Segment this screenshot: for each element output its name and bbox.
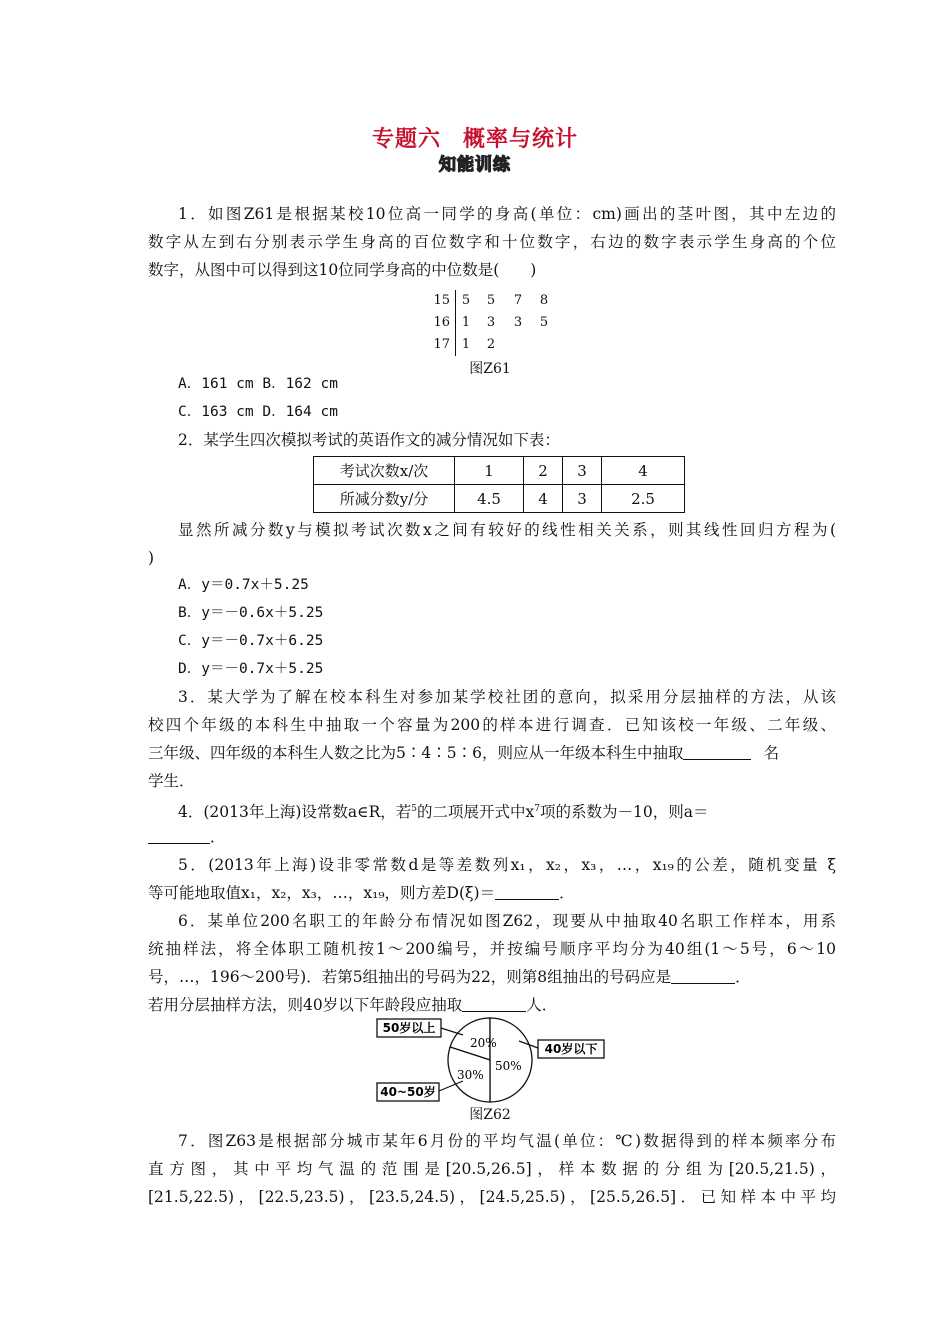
q4-text-a: 4．(2013年上海)设常数a∈R，若 — [178, 803, 412, 822]
pie-label-40-50: 40~50岁 — [380, 1085, 436, 1099]
q6-line-4-end: 人． — [526, 996, 558, 1014]
figure-caption-z62: 图Z62 — [469, 1107, 511, 1123]
table-row — [314, 485, 685, 513]
q1-options-cd: C．163 cm D．164 cm — [178, 404, 338, 420]
q5-end: ． — [559, 884, 575, 902]
q3-line-2: 校四个年级的本科生中抽取一个容量为200的样本进行调查．已知该校一年级、二年级、 — [148, 716, 836, 734]
figure-caption-z61: 图Z61 — [469, 361, 511, 377]
subtitle-label: 知能训练 — [439, 155, 511, 175]
q2-option-b: B．y＝－0.6x＋5.25 — [178, 605, 324, 621]
stem-value: 15 — [433, 293, 450, 308]
table-header-cell: 所减分数y/分 — [314, 485, 455, 513]
table-cell: 1 — [455, 457, 524, 485]
q1-options-ab: A．161 cm B．162 cm — [178, 376, 338, 392]
q4-line-2-end: ． — [210, 828, 226, 846]
leaf-value: 7 — [513, 293, 523, 308]
stem-leaf-divider — [455, 290, 456, 356]
section-subtitle — [0, 150, 950, 175]
leaf-value: 5 — [486, 293, 496, 308]
q3-line-1: 3．某大学为了解在校本科生对参加某学校社团的意向，拟采用分层抽样的方法，从该 — [178, 688, 836, 706]
leaf-value: 1 — [461, 315, 471, 330]
q1-line-3: 数字，从图中可以得到这10位同学身高的中位数是( ) — [148, 261, 537, 279]
q6-line-4-text: 若用分层抽样方法，则40岁以下年龄段应抽取 — [148, 996, 463, 1014]
stem-leaf-plot — [428, 290, 558, 356]
q2-option-c: C．y＝－0.7x＋6.25 — [178, 633, 324, 649]
q7-line-3: [21.5,22.5)，[22.5,23.5)，[23.5,24.5)，[24.5,25.5)，[25.5,26.5]．已知样本中平均 — [148, 1188, 836, 1206]
title-part-2: 概率与统计 — [463, 127, 579, 152]
answer-blank[interactable] — [683, 743, 751, 760]
q2-option-a: A．y＝0.7x＋5.25 — [178, 577, 309, 593]
pie-pct-30: 30% — [457, 1068, 484, 1082]
q6-line-3-end: ． — [735, 968, 751, 986]
pie-pct-20: 20% — [470, 1036, 497, 1050]
age-pie-chart — [373, 1015, 613, 1105]
q2-line-1: 2．某学生四次模拟考试的英语作文的减分情况如下表： — [178, 431, 560, 449]
q4-line-1 — [178, 799, 950, 822]
answer-blank[interactable] — [148, 827, 210, 844]
table-cell: 4.5 — [455, 485, 524, 513]
stem-value: 17 — [433, 337, 450, 352]
table-cell: 2.5 — [602, 485, 685, 513]
leaf-value: 5 — [461, 293, 471, 308]
table-cell: 3 — [563, 457, 602, 485]
leaf-value: 3 — [513, 315, 523, 330]
q5-line-2 — [148, 883, 950, 903]
q3-line-3-text: 三年级、四年级的本科生人数之比为5∶4∶5∶6，则应从一年级本科生中抽取 — [148, 744, 684, 762]
q5-line-1: 5．(2013年上海)设非零常数d是等差数列x₁，x₂，x₃，…，x₁₉的公差，随机变量 ξ — [178, 856, 836, 874]
pie-label-under-40: 40岁以下 — [544, 1042, 598, 1056]
table-header-cell: 考试次数x/次 — [314, 457, 455, 485]
table-cell: 4 — [602, 457, 685, 485]
table-row — [314, 457, 685, 485]
q4-exponent-7: 7 — [534, 804, 541, 814]
q2-line-2: 显然所减分数y与模拟考试次数x之间有较好的线性相关关系，则其线性回归方程为( — [178, 521, 836, 539]
q4-text-c: 项的系数为－10，则a＝ — [540, 803, 709, 822]
q4-line-2 — [148, 827, 950, 847]
table-cell: 2 — [524, 457, 563, 485]
table-cell: 4 — [524, 485, 563, 513]
answer-blank[interactable] — [671, 967, 735, 984]
q6-line-3 — [148, 967, 950, 987]
q3-line-3 — [148, 743, 950, 763]
leaf-value: 1 — [461, 337, 471, 352]
leaf-value: 8 — [539, 293, 549, 308]
answer-blank[interactable] — [462, 995, 526, 1012]
q4-text-b: 的二项展开式中x — [417, 803, 535, 822]
q3-line-3-end: 名 — [763, 744, 779, 762]
page-title — [0, 122, 950, 153]
q3-line-4: 学生． — [148, 772, 195, 790]
q7-line-2: 直方图，其中平均气温的范围是[20.5,26.5]，样本数据的分组为[20.5,21.5)， — [148, 1160, 836, 1178]
table-cell: 3 — [563, 485, 602, 513]
pie-label-50-plus: 50岁以上 — [382, 1021, 436, 1035]
leaf-value: 5 — [539, 315, 549, 330]
q7-line-1: 7．图Z63是根据部分城市某年6月份的平均气温(单位：℃)数据得到的样本频率分布 — [178, 1132, 836, 1150]
q6-line-1: 6．某单位200名职工的年龄分布情况如图Z62，现要从中抽取40名职工作样本，用系 — [178, 912, 836, 930]
stem-value: 16 — [433, 315, 450, 330]
q6-line-3-text: 号，…，196～200号)．若第5组抽出的号码为22，则第8组抽出的号码应是 — [148, 968, 672, 986]
score-table — [313, 456, 685, 513]
q1-line-1: 1．如图Z61是根据某校10位高一同学的身高(单位：cm)画出的茎叶图，其中左边的 — [178, 205, 836, 223]
q1-line-2: 数字从左到右分别表示学生身高的百位数字和十位数字，右边的数字表示学生身高的个位 — [148, 233, 836, 251]
q2-line-3: ) — [148, 549, 155, 567]
q6-line-2: 统抽样法，将全体职工随机按1～200编号，并按编号顺序平均分为40组(1～5号，6～10 — [148, 940, 836, 958]
q5-text: 等可能地取值x₁，x₂，x₃，…，x₁₉，则方差D(ξ)＝ — [148, 884, 496, 902]
q4-exponent-5: 5 — [411, 804, 418, 814]
leaf-value: 2 — [486, 337, 496, 352]
q6-line-4 — [148, 995, 950, 1015]
answer-blank[interactable] — [495, 883, 559, 900]
leaf-value: 3 — [486, 315, 496, 330]
q2-option-d: D．y＝－0.7x＋5.25 — [178, 661, 324, 677]
pie-pct-50: 50% — [495, 1059, 522, 1073]
title-part-1: 专题六 — [371, 127, 441, 152]
